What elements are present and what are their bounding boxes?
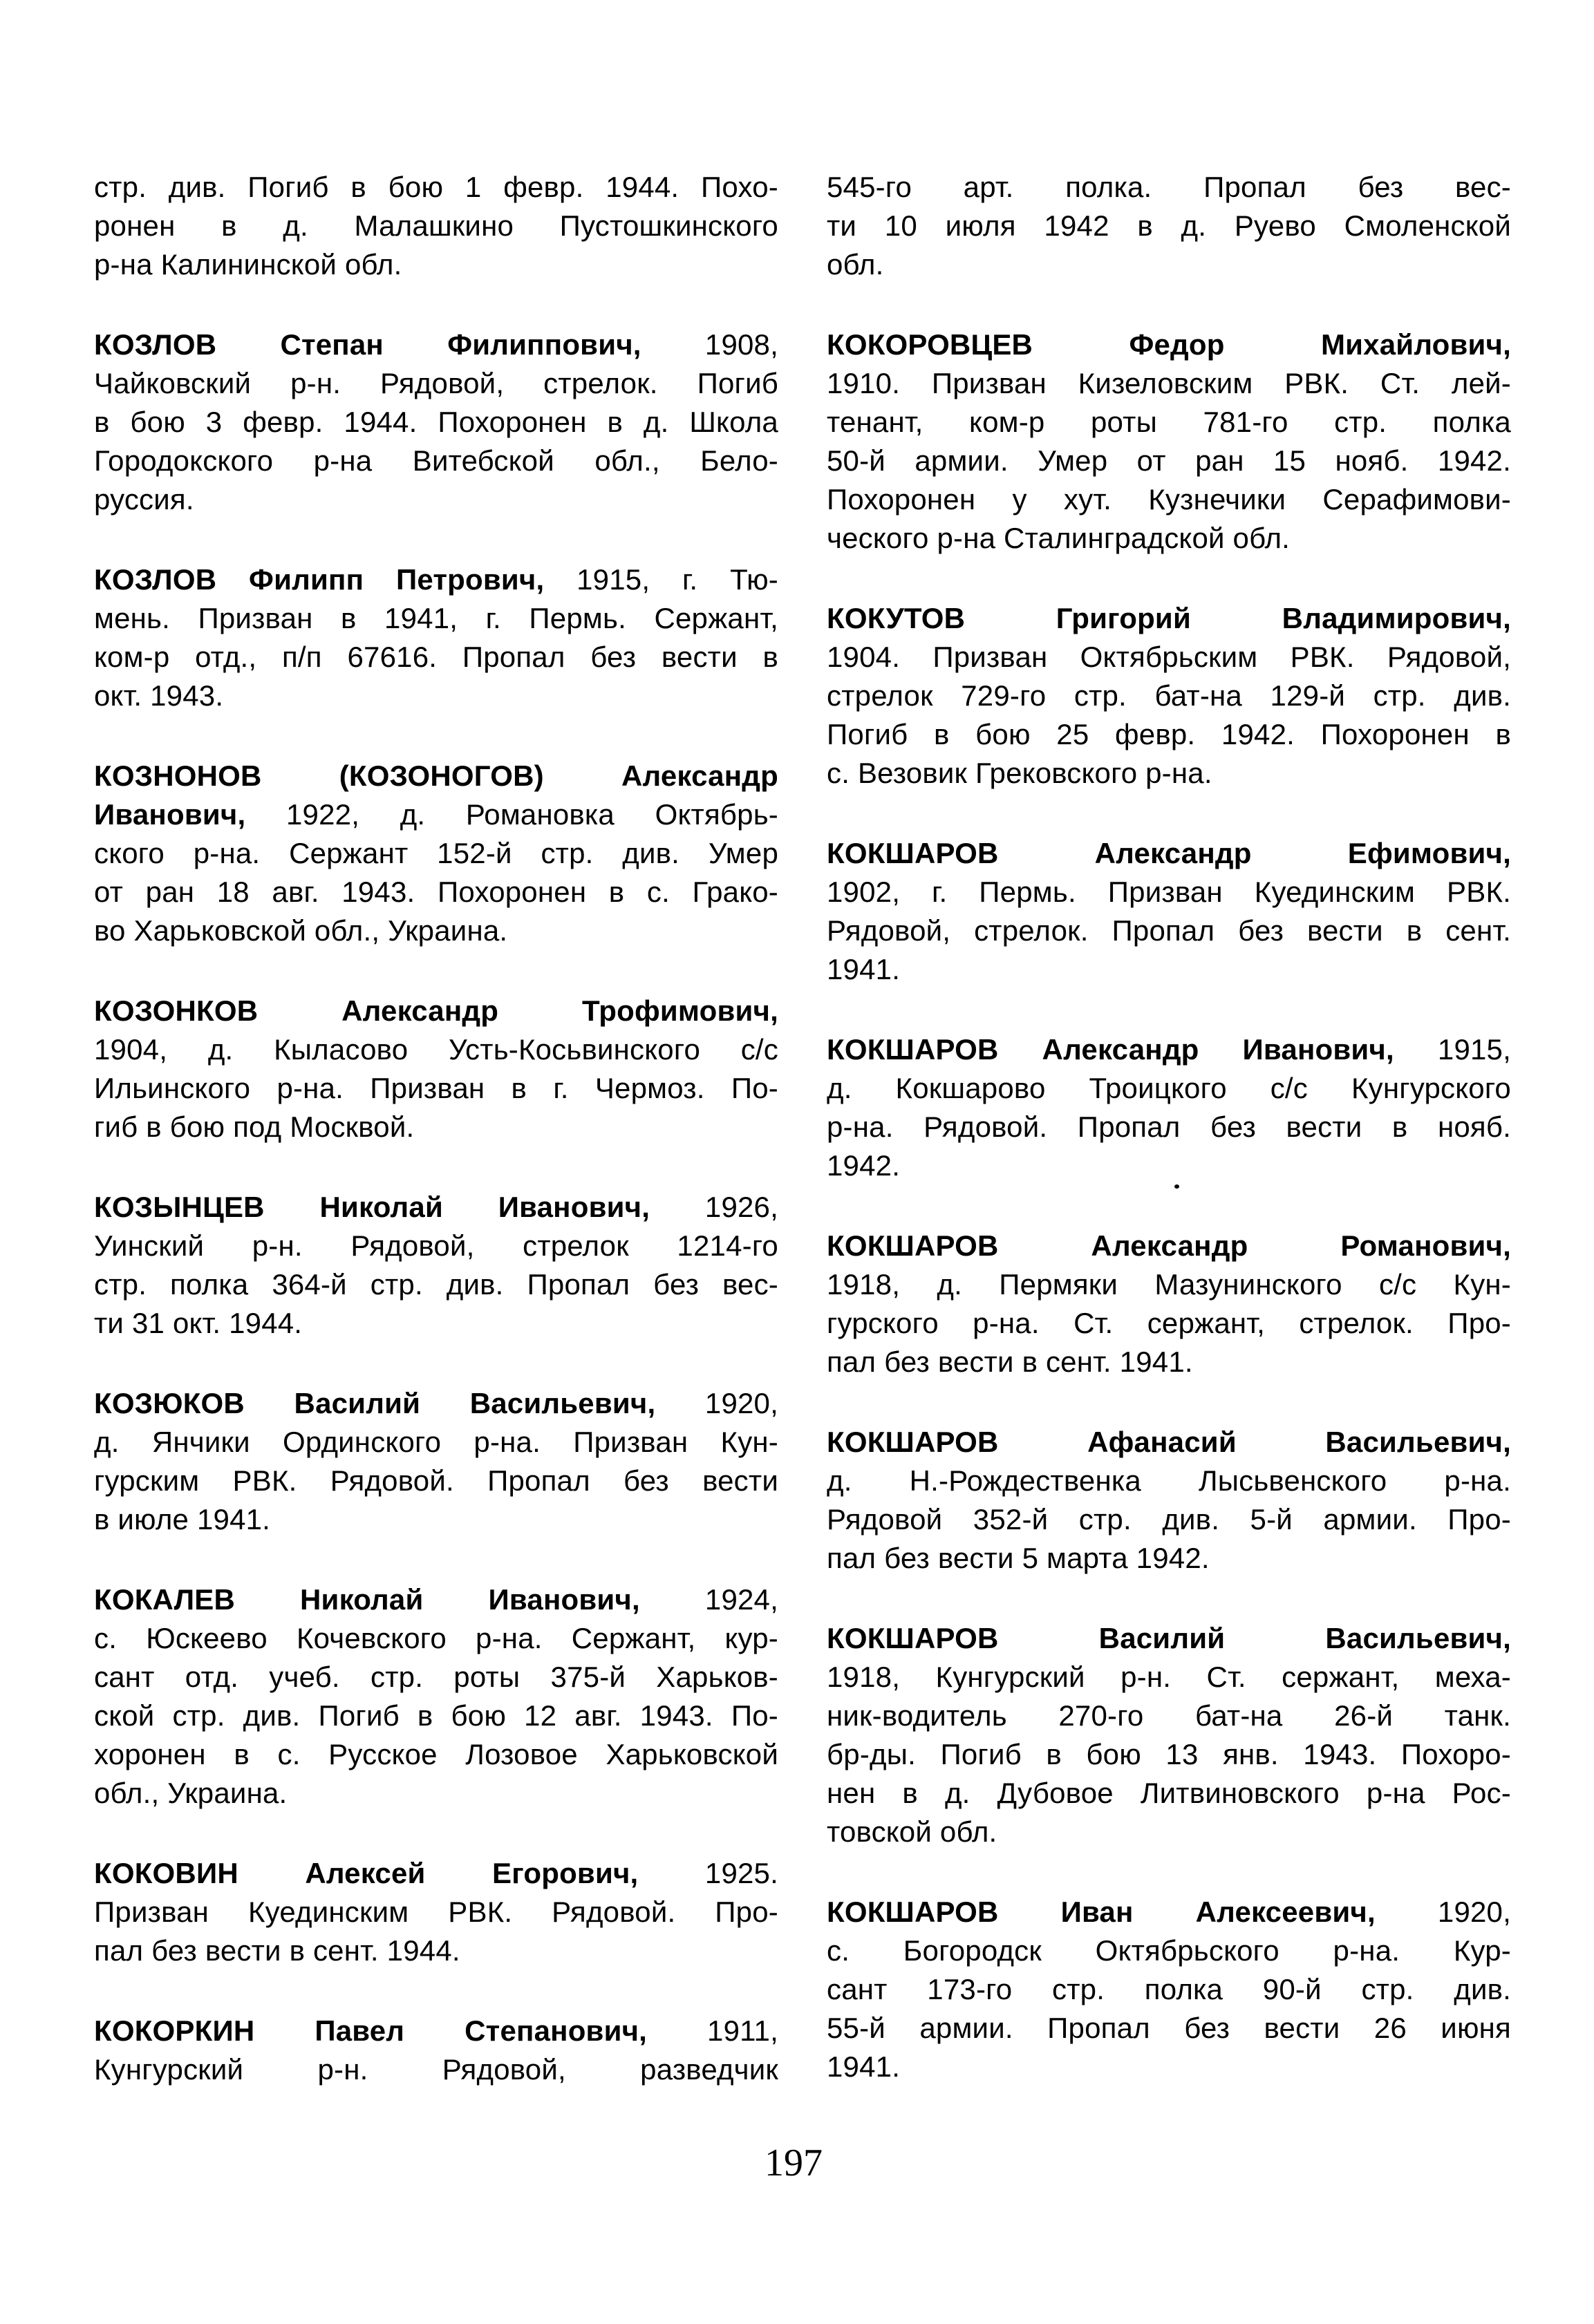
memorial-entry	[94, 1384, 778, 1539]
entry-line	[94, 1462, 778, 1500]
entry-text: 1926,	[650, 1191, 778, 1223]
entry-line	[827, 1735, 1511, 1774]
entry-text: Ильинского р-на. Призван в г. Чермоз. По-	[94, 1072, 778, 1104]
entry-line	[94, 2050, 778, 2089]
entry-text: ронен в д. Малашкино Пустошкинского	[94, 209, 778, 242]
entry-text: в бою 3 февр. 1944. Похоронен в д. Школа	[94, 406, 778, 438]
entry-line	[94, 1265, 778, 1304]
entry-name-bold: КОКОРКИН Павел Степанович,	[94, 2014, 648, 2047]
entry-line	[94, 992, 778, 1030]
entry-text: с. Богородск Октябрьского р-на. Кур-	[827, 1934, 1511, 1967]
entry-text: в июле 1941.	[94, 1503, 271, 1536]
entry-text: пал без вести 5 марта 1942.	[827, 1542, 1210, 1574]
entry-line	[94, 325, 778, 364]
entry-text: пал без вести в сент. 1944.	[94, 1934, 460, 1967]
entry-line	[827, 1931, 1511, 1970]
memorial-entry	[94, 2012, 778, 2089]
entry-text: 1925.	[638, 1857, 778, 1889]
entry-line	[94, 795, 778, 834]
entry-line	[94, 245, 778, 284]
entry-line	[827, 168, 1511, 207]
entry-text: Погиб в бою 25 февр. 1942. Похоронен в	[827, 718, 1511, 750]
entry-text: тенант, ком-р роты 781-го стр. полка	[827, 406, 1511, 438]
memorial-entry	[827, 1619, 1511, 1851]
entry-text: руссия.	[94, 483, 194, 516]
entry-line	[827, 599, 1511, 638]
memorial-entry	[827, 1893, 1511, 2086]
entry-line	[94, 1384, 778, 1423]
entry-text: стр. див. Погиб в бою 1 февр. 1944. Похо-	[94, 171, 778, 203]
entry-line	[827, 1500, 1511, 1539]
entry-text: 1918, д. Пермяки Мазунинского с/с Кун-	[827, 1268, 1511, 1301]
entry-line	[94, 1580, 778, 1619]
entry-text: от ран 18 авг. 1943. Похоронен в с. Грако-	[94, 876, 778, 908]
entry-text: ческого р-на Сталинградской обл.	[827, 522, 1291, 554]
entry-line	[827, 1227, 1511, 1265]
entry-line	[827, 1304, 1511, 1343]
entry-line	[827, 2048, 1511, 2086]
entry-text: р-на Калининской обл.	[94, 248, 402, 281]
memorial-entry	[94, 1854, 778, 1970]
entry-line	[827, 1265, 1511, 1304]
entry-line	[94, 1030, 778, 1069]
entry-line	[827, 1893, 1511, 1931]
entry-line	[827, 1030, 1511, 1069]
entry-text: 1915, г. Тю-	[544, 563, 778, 596]
entry-line	[827, 1423, 1511, 1462]
entry-line	[94, 560, 778, 599]
entry-text: 50-й армии. Умер от ран 15 нояб. 1942.	[827, 444, 1511, 477]
entry-line	[94, 1423, 778, 1462]
entry-text: мень. Призван в 1941, г. Пермь. Сержант,	[94, 602, 778, 634]
entry-text: стрелок 729-го стр. бат-на 129-й стр. див.	[827, 679, 1511, 712]
entry-line	[94, 1108, 778, 1146]
memorial-entry	[827, 168, 1511, 284]
entry-line	[94, 873, 778, 911]
entry-name-bold: КОЗЫНЦЕВ Николай Иванович,	[94, 1191, 650, 1223]
entry-text: ти 31 окт. 1944.	[94, 1307, 303, 1339]
memorial-entry	[94, 1580, 778, 1813]
memorial-entry	[827, 1030, 1511, 1185]
entry-text: с. Везовик Грековского р-на.	[827, 757, 1212, 789]
entry-name-bold: КОКШАРОВ Александр Романович,	[827, 1229, 1511, 1262]
entry-text: обл., Украина.	[94, 1777, 288, 1809]
entry-text: пал без вести в сент. 1941.	[827, 1345, 1193, 1378]
entry-text: р-на. Рядовой. Пропал без вести в нояб.	[827, 1111, 1511, 1143]
entry-line	[94, 403, 778, 442]
entry-line	[94, 757, 778, 795]
entry-text: Рядовой 352-й стр. див. 5-й армии. Про-	[827, 1503, 1511, 1536]
entry-text: 1920,	[655, 1387, 778, 1419]
entry-line	[94, 599, 778, 638]
memorial-entry	[827, 834, 1511, 989]
entry-text: ти 10 июля 1942 в д. Руево Смоленской	[827, 209, 1511, 242]
entry-line	[94, 1854, 778, 1893]
memorial-entry	[94, 757, 778, 950]
entry-line	[827, 911, 1511, 950]
entry-text: 1911,	[647, 2014, 778, 2047]
entry-text: Кунгурский р-н. Рядовой, разведчик	[94, 2053, 778, 2086]
entry-name-bold: КОЗНОНОВ (КОЗОНОГОВ) Александр	[94, 759, 778, 792]
entry-line	[94, 1619, 778, 1658]
entry-name-bold: КОКОВИН Алексей Егорович,	[94, 1857, 639, 1889]
entry-text: 1941.	[827, 953, 901, 985]
entry-text: гурским РВК. Рядовой. Пропал без вести	[94, 1464, 778, 1497]
entry-text: Призван Куединским РВК. Рядовой. Про-	[94, 1896, 778, 1928]
entry-name-bold: Иванович,	[94, 798, 246, 831]
entry-text: 1915,	[1394, 1033, 1511, 1066]
entry-text: 545-го арт. полка. Пропал без вес-	[827, 171, 1511, 203]
entry-text: ской стр. див. Погиб в бою 12 авг. 1943. По-	[94, 1699, 778, 1732]
entry-text: бр-ды. Погиб в бою 13 янв. 1943. Похоро-	[827, 1738, 1511, 1770]
entry-line	[827, 1970, 1511, 2009]
memorial-entry	[94, 560, 778, 715]
entry-line	[827, 754, 1511, 793]
entry-text: Похоронен у хут. Кузнечики Серафимови-	[827, 483, 1511, 516]
entry-line	[94, 1735, 778, 1774]
entry-text: Уинский р-н. Рядовой, стрелок 1214-го	[94, 1229, 778, 1262]
right-text-column	[827, 168, 1511, 2086]
entry-text: сант 173-го стр. полка 90-й стр. див.	[827, 1973, 1511, 2005]
ink-speck-artifact	[1174, 1184, 1179, 1189]
entry-line	[827, 519, 1511, 558]
entry-name-bold: КОКОРОВЦЕВ Федор Михайлович,	[827, 328, 1511, 361]
entry-line	[94, 834, 778, 873]
entry-name-bold: КОЗЛОВ Филипп Петрович,	[94, 563, 545, 596]
entry-text: 1924,	[639, 1583, 778, 1616]
entry-text: во Харьковской обл., Украина.	[94, 914, 508, 947]
entry-line	[827, 1658, 1511, 1697]
entry-line	[827, 834, 1511, 873]
entry-text: 1920,	[1375, 1896, 1511, 1928]
entry-name-bold: КОКШАРОВ Василий Васильевич,	[827, 1622, 1511, 1654]
entry-line	[94, 911, 778, 950]
entry-line	[94, 1658, 778, 1697]
entry-text: 55-й армии. Пропал без вести 26 июня	[827, 2012, 1511, 2044]
entry-line	[94, 1893, 778, 1931]
entry-line	[827, 403, 1511, 442]
entry-text: гиб в бою под Москвой.	[94, 1111, 415, 1143]
entry-text: д. Кокшарово Троицкого с/с Кунгурского	[827, 1072, 1511, 1104]
entry-text: нен в д. Дубовое Литвиновского р-на Рос-	[827, 1777, 1511, 1809]
entry-text: ком-р отд., п/п 67616. Пропал без вести в	[94, 641, 778, 673]
entry-text: 1942.	[827, 1149, 901, 1182]
memorial-entry	[827, 325, 1511, 558]
entry-text: 1908,	[641, 328, 778, 361]
entry-line	[827, 1774, 1511, 1813]
entry-text: Чайковский р-н. Рядовой, стрелок. Погиб	[94, 367, 778, 399]
entry-line	[94, 207, 778, 245]
entry-text: 1904, д. Кыласово Усть-Косьвинского с/с	[94, 1033, 778, 1066]
entry-text: 1918, Кунгурский р-н. Ст. сержант, меха-	[827, 1661, 1511, 1693]
entry-line	[827, 1108, 1511, 1146]
entry-line	[94, 2012, 778, 2050]
entry-text: ник-водитель 270-го бат-на 26-й танк.	[827, 1699, 1511, 1732]
entry-text: 1902, г. Пермь. Призван Куединским РВК.	[827, 876, 1511, 908]
entry-text: сант отд. учеб. стр. роты 375-й Харьков-	[94, 1661, 778, 1693]
entry-line	[827, 677, 1511, 715]
entry-line	[94, 1304, 778, 1343]
entry-line	[827, 715, 1511, 754]
entry-line	[94, 442, 778, 480]
entry-line	[827, 325, 1511, 364]
entry-text: стр. полка 364-й стр. див. Пропал без вес-	[94, 1268, 778, 1301]
entry-text: гурского р-на. Ст. сержант, стрелок. Про-	[827, 1307, 1511, 1339]
entry-line	[827, 1619, 1511, 1658]
entry-line	[827, 2009, 1511, 2048]
entry-text: д. Янчики Ординского р-на. Призван Кун-	[94, 1426, 778, 1458]
entry-line	[94, 1774, 778, 1813]
entry-text: 1904. Призван Октябрьским РВК. Рядовой,	[827, 641, 1511, 673]
entry-line	[827, 1146, 1511, 1185]
entry-line	[827, 1813, 1511, 1851]
left-text-column	[94, 168, 778, 2089]
entry-line	[827, 1462, 1511, 1500]
entry-line	[94, 1931, 778, 1970]
memorial-entry	[94, 168, 778, 284]
entry-name-bold: КОКШАРОВ Афанасий Васильевич,	[827, 1426, 1511, 1458]
memorial-entry	[94, 325, 778, 519]
entry-name-bold: КОКАЛЕВ Николай Иванович,	[94, 1583, 640, 1616]
entry-line	[94, 638, 778, 677]
entry-line	[827, 950, 1511, 989]
memorial-entry	[94, 1188, 778, 1343]
entry-name-bold: КОКШАРОВ Александр Иванович,	[827, 1033, 1394, 1066]
entry-text: Городокского р-на Витебской обл., Бело-	[94, 444, 778, 477]
entry-line	[94, 168, 778, 207]
entry-line	[827, 442, 1511, 480]
page-number: 197	[765, 2142, 823, 2184]
entry-text: ского р-на. Сержант 152-й стр. див. Умер	[94, 837, 778, 869]
entry-line	[827, 364, 1511, 403]
memorial-entry	[827, 1423, 1511, 1578]
entry-text: обл.	[827, 248, 884, 281]
memorial-entry	[827, 599, 1511, 793]
entry-name-bold: КОЗЛОВ Степан Филиппович,	[94, 328, 641, 361]
entry-text: хоронен в с. Русское Лозовое Харьковской	[94, 1738, 778, 1770]
entry-line	[94, 677, 778, 715]
entry-line	[94, 364, 778, 403]
entry-text: 1922, д. Романовка Октябрь-	[245, 798, 778, 831]
memorial-entry	[827, 1227, 1511, 1381]
entry-text: 1941.	[827, 2050, 901, 2083]
entry-text: 1910. Призван Кизеловским РВК. Ст. лей-	[827, 367, 1511, 399]
entry-line	[827, 1069, 1511, 1108]
entry-line	[827, 1343, 1511, 1381]
entry-text: с. Юскеево Кочевского р-на. Сержант, кур-	[94, 1622, 778, 1654]
entry-line	[94, 1188, 778, 1227]
entry-name-bold: КОЗЮКОВ Василий Васильевич,	[94, 1387, 656, 1419]
entry-line	[94, 1500, 778, 1539]
entry-name-bold: КОКУТОВ Григорий Владимирович,	[827, 602, 1511, 634]
entry-name-bold: КОЗОНКОВ Александр Трофимович,	[94, 994, 778, 1027]
entry-line	[94, 1227, 778, 1265]
entry-line	[827, 480, 1511, 519]
entry-line	[94, 480, 778, 519]
entry-name-bold: КОКШАРОВ Александр Ефимович,	[827, 837, 1511, 869]
entry-text: Рядовой, стрелок. Пропал без вести в сент.	[827, 914, 1511, 947]
entry-name-bold: КОКШАРОВ Иван Алексеевич,	[827, 1896, 1376, 1928]
entry-line	[827, 1539, 1511, 1578]
entry-text: окт. 1943.	[94, 679, 224, 712]
entry-text: товской обл.	[827, 1815, 997, 1848]
entry-text: д. Н.-Рождественка Лысьвенского р-на.	[827, 1464, 1511, 1497]
entry-line	[94, 1697, 778, 1735]
entry-line	[827, 245, 1511, 284]
entry-line	[827, 638, 1511, 677]
entry-line	[827, 1697, 1511, 1735]
entry-line	[827, 207, 1511, 245]
entry-line	[827, 873, 1511, 911]
memorial-entry	[94, 992, 778, 1146]
entry-line	[94, 1069, 778, 1108]
